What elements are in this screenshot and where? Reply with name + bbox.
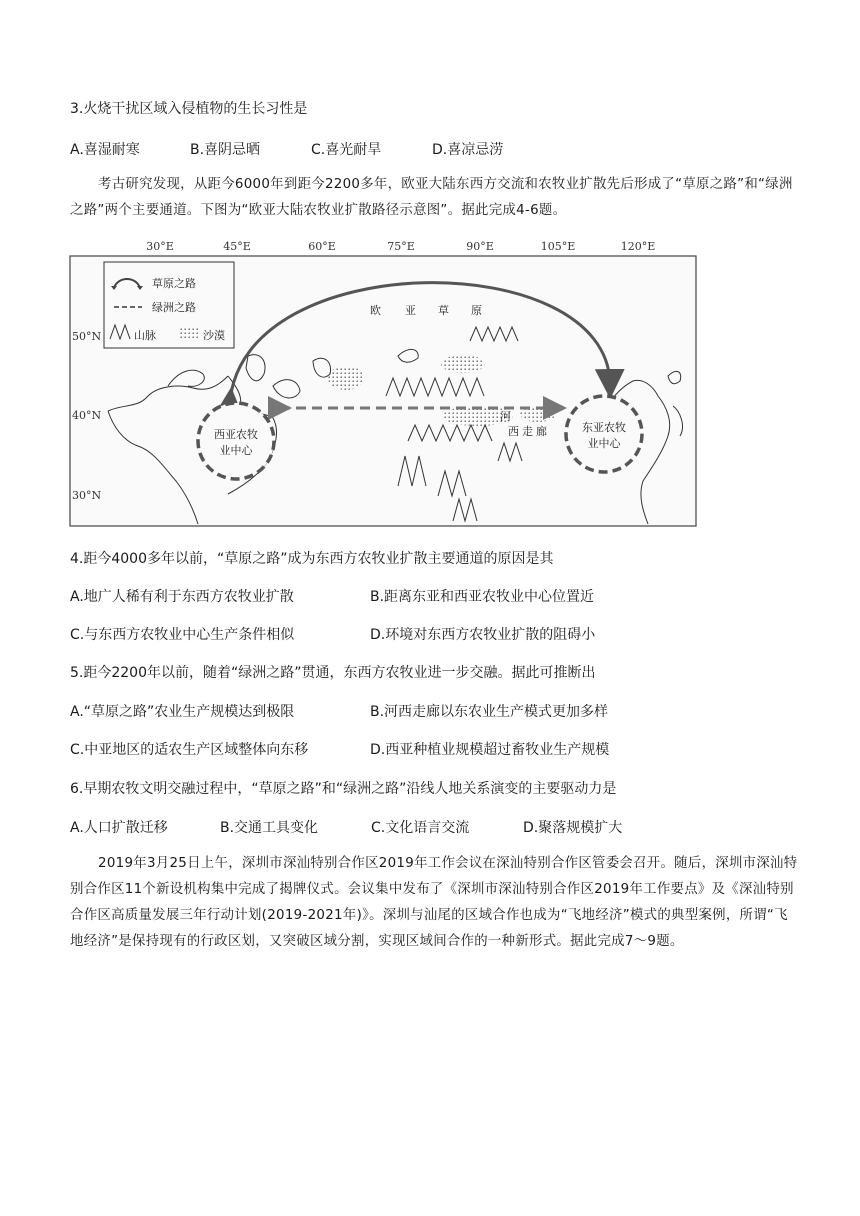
q6-option-d: D.聚落规模扩大: [523, 820, 623, 836]
east-center-label-line1: 东亚农牧: [582, 421, 626, 434]
q3-option-c: C.喜光耐旱: [311, 142, 382, 158]
map-legend: [104, 262, 234, 348]
hexi-char: 廊: [536, 425, 547, 438]
lat-label: 40°N: [72, 409, 102, 422]
east-center-label-line2: 业中心: [587, 437, 621, 450]
q5-option-b: B.河西走廊以东农业生产模式更加多样: [370, 704, 609, 720]
hexi-char: 走: [522, 425, 533, 438]
legend-desert-symbol: [178, 328, 200, 340]
agriculture-diffusion-map: [68, 236, 698, 528]
lon-label: 90°E: [466, 240, 494, 253]
legend-steppe-label: 草原之路: [152, 277, 196, 290]
west-center-label-line2: 业中心: [219, 444, 253, 457]
intro-paragraph-1: 考古研究发现，从距今6000年到距今2200多年，欧亚大陆东西方交流和农牧业扩散先后形成了“草原之路”和“绿洲之路”两个主要通道。下图为“欧亚大陆农牧业扩散路径示意图”。据此完成4-6题。: [70, 177, 793, 218]
q4-option-c: C.与东西方农牧业中心生产条件相似: [70, 627, 295, 643]
q5-option-a: A.“草原之路”农业生产规模达到极限: [70, 704, 295, 720]
question-6-stem: 6.早期农牧文明交融过程中，“草原之路”和“绿洲之路”沿线人地关系演变的主要驱动力是: [70, 781, 617, 797]
lat-label: 30°N: [72, 489, 102, 502]
legend-desert-label: 沙漠: [203, 329, 225, 342]
question-5-stem: 5.距今2200年以前，随着“绿洲之路”贯通，东西方农牧业进一步交融。据此可推断出: [70, 665, 596, 681]
lon-label: 120°E: [620, 240, 656, 253]
q6-option-a: A.人口扩散迁移: [70, 820, 168, 836]
steppe-char: 亚: [405, 304, 416, 317]
q6-option-b: B.交通工具变化: [220, 820, 319, 836]
legend-mountain-label: 山脉: [134, 329, 156, 342]
lon-label: 60°E: [308, 240, 336, 253]
lon-label: 45°E: [223, 240, 251, 253]
east-asia-center-circle: [566, 396, 642, 472]
longitude-labels: [146, 240, 655, 253]
steppe-char: 欧: [370, 304, 381, 317]
steppe-char: 草: [438, 304, 449, 317]
steppe-char: 原: [471, 304, 482, 317]
lat-label: 50°N: [72, 330, 102, 343]
hexi-char: 河: [500, 410, 511, 423]
q5-option-d: D.西亚种植业规模超过畜牧业生产规模: [370, 742, 610, 758]
intro-paragraph-2: 2019年3月25日上午，深圳市深汕特别合作区2019年工作会议在深汕特别合作区管委会召开。随后，深圳市深汕特别合作区11个新设机构集中完成了揭牌仪式。会议集中发布了《深圳市深汕特别合作区2019年工作要点》及《深汕特别合作区高质量发展三年行动计划(2019-2021年)》。深圳与汕尾的区域合作也成为“飞地经济”模式的典型案例，所谓“飞地经济”是保持现有的行政区划，又突破区域分割，实现区域间合作的一种新形式。据此完成7～9题。: [70, 856, 798, 949]
lon-label: 30°E: [146, 240, 174, 253]
lon-label: 105°E: [540, 240, 576, 253]
q3-option-a: A.喜湿耐寒: [70, 142, 140, 158]
q5-option-c: C.中亚地区的适农生产区域整体向东移: [70, 742, 309, 758]
west-asia-center-circle: [198, 403, 274, 479]
question-3-stem: 3.火烧干扰区域入侵植物的生长习性是: [70, 101, 308, 117]
q4-option-d: D.环境对东西方农牧业扩散的阻碍小: [370, 627, 596, 643]
legend-oasis-label: 绿洲之路: [152, 301, 196, 314]
q3-option-b: B.喜阴忌晒: [190, 142, 261, 158]
question-4-stem: 4.距今4000多年以前，“草原之路”成为东西方农牧业扩散主要通道的原因是其: [70, 551, 554, 567]
hexi-char: 西: [508, 425, 519, 438]
q4-option-b: B.距离东亚和西亚农牧业中心位置近: [370, 589, 595, 605]
west-center-label-line1: 西亚农牧: [214, 428, 258, 441]
q4-option-a: A.地广人稀有利于东西方农牧业扩散: [70, 589, 294, 605]
q3-option-d: D.喜凉忌涝: [432, 142, 504, 158]
q6-option-c: C.文化语言交流: [371, 820, 470, 836]
lon-label: 75°E: [387, 240, 415, 253]
